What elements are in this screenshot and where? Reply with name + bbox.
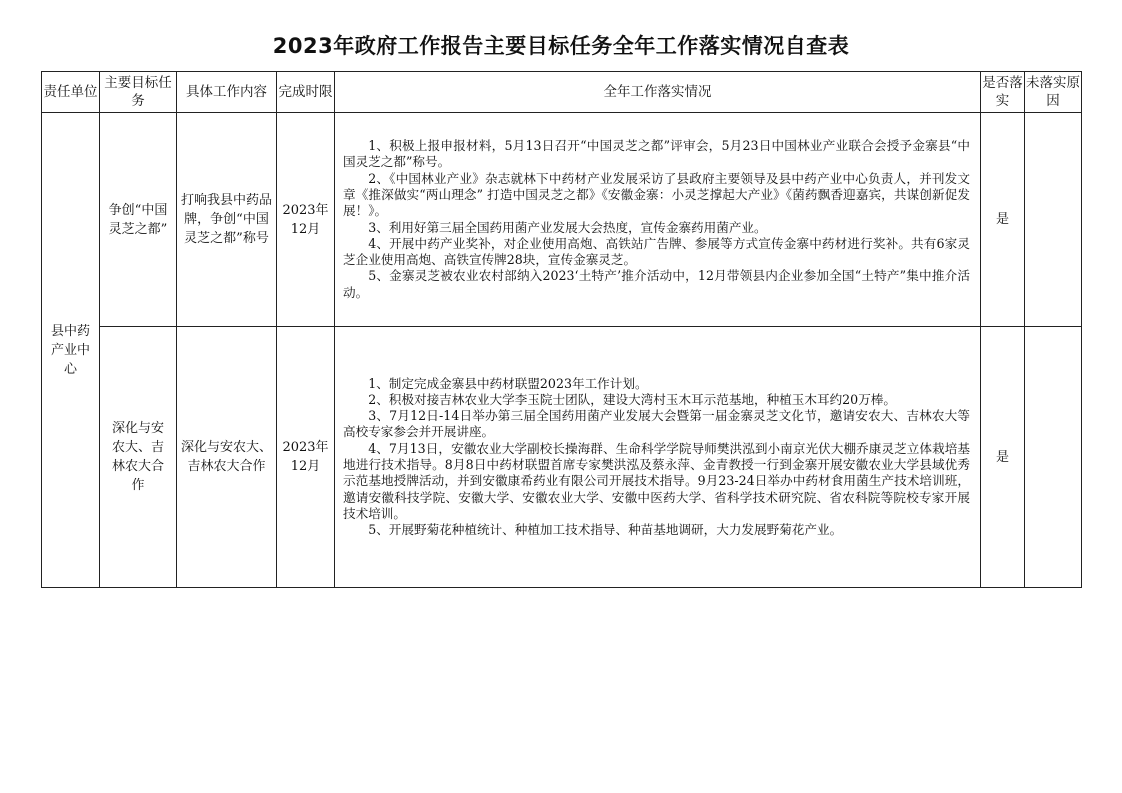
content-cell: 深化与安农大、吉林农大合作 xyxy=(177,327,277,588)
header-content: 具体工作内容 xyxy=(177,72,277,113)
status-item: 2、积极对接吉林农业大学李玉院士团队，建设大湾村玉木耳示范基地，种植玉木耳约20万棒。 xyxy=(368,391,896,407)
deadline-cell: 2023年12月 xyxy=(277,327,335,588)
header-unit: 责任单位 xyxy=(42,72,100,113)
status-cell xyxy=(335,327,981,588)
header-row xyxy=(42,72,1082,113)
content-cell: 打响我县中药品牌，争创“中国灵芝之都”称号 xyxy=(177,113,277,327)
header-status: 全年工作落实情况 xyxy=(335,72,981,113)
status-item: 4、开展中药产业奖补，对企业使用高炮、高铁站广告牌、参展等方式宣传金寨中药材进行奖补。共有6家灵芝企业使用高炮、高铁宣传牌28块，宣传金寨灵芝。 xyxy=(343,235,970,268)
status-item: 1、制定完成金寨县中药材联盟2023年工作计划。 xyxy=(368,375,648,391)
status-item: 3、利用好第三届全国药用菌产业发展大会热度，宣传金寨药用菌产业。 xyxy=(368,219,767,235)
status-item: 2、《中国林业产业》杂志就林下中药材产业发展采访了县政府主要领导及县中药产业中心负责人，并刊发文章《推深做实“两山理念” 打造中国灵芝之都》《安徽金寨：小灵芝撑起大产业》《菌药飘香迎嘉宾，共谋创新促发展！》。 xyxy=(343,170,970,219)
header-deadline: 完成时限 xyxy=(277,72,335,113)
status-item: 5、开展野菊花种植统计、种植加工技术指导、种苗基地调研，大力发展野菊花产业。 xyxy=(368,522,843,538)
header-done: 是否落实 xyxy=(981,72,1025,113)
reason-cell xyxy=(1025,327,1082,588)
unit-cell: 县中药产业中心 xyxy=(42,113,100,588)
status-item: 1、积极上报申报材料，5月13日召开“中国灵芝之都”评审会，5月23日中国林业产业联合会授予金寨县“中国灵芝之都”称号。 xyxy=(343,138,970,170)
done-cell: 是 xyxy=(981,327,1025,588)
table-row xyxy=(42,113,1082,327)
deadline-cell: 2023年12月 xyxy=(277,113,335,327)
status-item: 5、金寨灵芝被农业农村部纳入2023‘土特产’推介活动中，12月带领县内企业参加全国“土特产”集中推介活动。 xyxy=(343,268,970,300)
status-item: 3、7月12日-14日举办第三届全国药用菌产业发展大会暨第一届金寨灵芝文化节，邀请安农大、吉林农大等高校专家参会并开展讲座。 xyxy=(343,408,970,440)
page-title: 2023年政府工作报告主要目标任务全年工作落实情况自查表 xyxy=(272,34,850,58)
status-cell xyxy=(335,113,981,327)
task-cell: 争创“中国灵芝之都” xyxy=(100,113,177,327)
self-check-table xyxy=(41,71,1082,588)
header-reason: 未落实原因 xyxy=(1025,72,1082,113)
table-row xyxy=(42,327,1082,588)
reason-cell xyxy=(1025,113,1082,327)
task-cell: 深化与安农大、吉林农大合作 xyxy=(100,327,177,588)
done-cell: 是 xyxy=(981,113,1025,327)
header-task: 主要目标任务 xyxy=(100,72,177,113)
status-item: 4、7月13日，安徽农业大学副校长操海群、生命科学学院导师樊洪泓到小南京光伏大棚乔康灵芝立体栽培基地进行技术指导。8月8日中药材联盟首席专家樊洪泓及蔡永萍、金青教授一行到金寨开展安徽农业大学县域优秀示范基地授牌活动，并到安徽康希药业有限公司开展技术指导。9月23-24日举办中药材食用菌生产技术培训班，邀请安徽科技学院、安徽大学、安徽农业大学、安徽中医药大学、省科学技术研究院、省农科院等院校专家开展技术培训。 xyxy=(343,440,970,521)
